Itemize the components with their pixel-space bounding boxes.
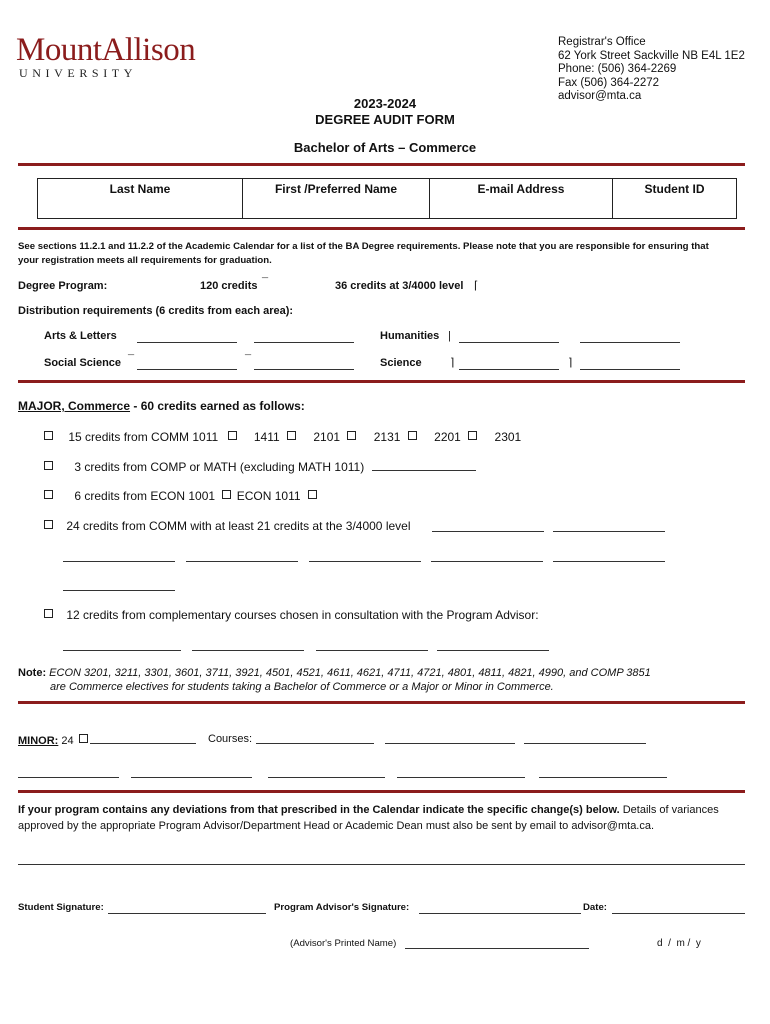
major-row-2 bbox=[44, 460, 476, 474]
divider bbox=[18, 227, 745, 230]
major-row-5 bbox=[44, 608, 539, 622]
checkbox[interactable] bbox=[468, 431, 477, 440]
upper-level-credits: 36 credits at 3/4000 level bbox=[335, 280, 464, 292]
social-checkbox[interactable]: ¯ bbox=[128, 354, 135, 366]
student-info-table bbox=[37, 178, 737, 219]
requirement-text: 6 credits from ECON 1001 bbox=[74, 489, 216, 503]
science-checkbox[interactable]: ⌉ bbox=[450, 357, 455, 369]
note-label: Note: bbox=[18, 667, 47, 679]
minor-course-line[interactable] bbox=[256, 743, 374, 744]
social-line-2[interactable] bbox=[254, 369, 354, 370]
checkbox[interactable] bbox=[408, 431, 417, 440]
area-label: Science bbox=[380, 357, 422, 369]
deviations-entry-line[interactable] bbox=[18, 864, 745, 865]
email-field[interactable] bbox=[429, 179, 612, 218]
registrar-address bbox=[558, 36, 745, 104]
course-code: 2131 bbox=[373, 430, 401, 444]
course-code: 2201 bbox=[434, 430, 461, 444]
address-line: advisor@mta.ca bbox=[558, 90, 642, 102]
course-entry-line[interactable] bbox=[372, 460, 476, 471]
academic-year: 2023-2024 bbox=[353, 96, 417, 111]
note-text: ECON 3201, 3211, 3301, 3601, 3711, 3921, 4501, 4521, 4611, 4621, 4711, 4721, 4801, 4811, 4821, 4990, and COMP 3851 bbox=[46, 667, 651, 679]
course-entry-line[interactable] bbox=[553, 561, 665, 562]
requirement-text: 24 credits from COMM with at least 21 credits at the 3/4000 level bbox=[66, 519, 411, 533]
requirement-text: 12 credits from complementary courses chosen in consultation with the Program Advisor: bbox=[66, 608, 539, 622]
science-line-2[interactable] bbox=[580, 369, 680, 370]
major-heading bbox=[18, 399, 305, 413]
student-signature-label: Student Signature: bbox=[18, 902, 104, 913]
deviations-line-1 bbox=[18, 804, 719, 816]
address-line: 62 York Street Sackville NB E4L 1E2 bbox=[558, 49, 745, 62]
deviations-text: Details of variances bbox=[619, 804, 719, 816]
note-line-1 bbox=[18, 667, 651, 679]
course-entry-line[interactable] bbox=[316, 650, 428, 651]
course-entry-line[interactable] bbox=[309, 561, 421, 562]
checkbox[interactable] bbox=[308, 490, 317, 499]
university-logo: MountAllison bbox=[16, 32, 196, 68]
address-line: Registrar's Office bbox=[558, 36, 646, 48]
minor-label: MINOR: bbox=[18, 735, 59, 747]
checkbox[interactable] bbox=[222, 490, 231, 499]
distribution-label: Distribution requirements (6 credits from each area): bbox=[18, 305, 294, 317]
science-line-1[interactable] bbox=[459, 369, 559, 370]
course-code: ECON 1011 bbox=[236, 489, 301, 503]
divider bbox=[18, 380, 745, 383]
social-line-1[interactable] bbox=[137, 369, 237, 370]
major-row-3 bbox=[44, 489, 319, 503]
last-name-field[interactable] bbox=[38, 179, 242, 218]
major-row-1 bbox=[44, 430, 521, 444]
course-entry-line[interactable] bbox=[437, 650, 549, 651]
advisor-signature-line[interactable] bbox=[419, 913, 581, 914]
university-logo-subtitle: UNIVERSITY bbox=[19, 66, 137, 80]
date-label: Date: bbox=[583, 902, 607, 913]
humanities-line-1[interactable] bbox=[459, 342, 559, 343]
humanities-line-2[interactable] bbox=[580, 342, 680, 343]
address-line: Fax (506) 364-2272 bbox=[558, 76, 660, 89]
student-id-field[interactable] bbox=[612, 179, 736, 218]
minor-row bbox=[18, 733, 196, 747]
divider bbox=[18, 701, 745, 704]
checkbox[interactable] bbox=[44, 490, 53, 499]
arts-line-1[interactable] bbox=[137, 342, 237, 343]
course-entry-line[interactable] bbox=[63, 590, 175, 591]
checkbox[interactable] bbox=[228, 431, 237, 440]
level-checkbox[interactable]: ⌈ bbox=[474, 280, 479, 292]
course-code: 2101 bbox=[313, 430, 341, 444]
divider bbox=[18, 790, 745, 793]
date-label-text: Date bbox=[583, 902, 604, 913]
printed-name-line[interactable] bbox=[405, 948, 589, 949]
course-entry-line[interactable] bbox=[192, 650, 304, 651]
area-label: Social Science bbox=[44, 357, 122, 369]
courses-label: Courses: bbox=[208, 733, 253, 745]
checkbox[interactable] bbox=[347, 431, 356, 440]
checkbox[interactable] bbox=[44, 461, 53, 470]
credits-checkbox[interactable]: ¯ bbox=[262, 277, 269, 289]
minor-credits: 24 bbox=[58, 735, 74, 747]
column-header: Last Name bbox=[109, 182, 171, 196]
minor-course-line[interactable] bbox=[268, 777, 385, 778]
total-credits: 120 credits bbox=[200, 280, 258, 292]
minor-course-line[interactable] bbox=[131, 777, 252, 778]
course-code: 1411 bbox=[253, 430, 280, 444]
address-line: Phone: (506) 364-2269 bbox=[558, 63, 677, 75]
intro-text: your registration meets all requirements for graduation. bbox=[18, 255, 272, 266]
minor-course-line[interactable] bbox=[524, 743, 646, 744]
deviations-line-2: approved by the appropriate Program Advisor/Department Head or Academic Dean must also be sent by email to advisor@mta.ca. bbox=[18, 820, 655, 832]
social-checkbox[interactable]: ¯ bbox=[245, 354, 252, 366]
minor-course-line[interactable] bbox=[18, 777, 119, 778]
major-requirement: - 60 credits earned as follows: bbox=[130, 399, 305, 413]
column-header: Student ID bbox=[644, 182, 705, 196]
column-header: E-mail Address bbox=[477, 182, 565, 196]
deviations-bold: If your program contains any deviations from that prescribed in the Calendar indicate the specific change(s) below. bbox=[18, 804, 620, 816]
intro-text: See sections 11.2.1 and 11.2.2 of the Academic Calendar for a list of the BA Degree requirements. Please note that you are responsible for ensuring that bbox=[18, 241, 709, 252]
science-checkbox[interactable]: ⌉ bbox=[568, 357, 573, 369]
course-entry-line[interactable] bbox=[432, 531, 544, 532]
checkbox[interactable] bbox=[287, 431, 296, 440]
checkbox[interactable] bbox=[44, 609, 53, 618]
program-title: Bachelor of Arts – Commerce bbox=[293, 140, 477, 155]
course-entry-line[interactable] bbox=[431, 561, 543, 562]
checkbox[interactable] bbox=[79, 734, 88, 743]
area-label: Humanities bbox=[380, 330, 440, 342]
course-code: 2301 bbox=[494, 430, 522, 444]
minor-entry-line[interactable] bbox=[90, 733, 196, 744]
student-signature-line[interactable] bbox=[108, 913, 266, 914]
course-entry-line[interactable] bbox=[63, 561, 175, 562]
checkbox[interactable] bbox=[44, 520, 53, 529]
major-name: MAJOR, Commerce bbox=[18, 399, 131, 413]
date-line[interactable] bbox=[612, 913, 745, 914]
checkbox[interactable] bbox=[44, 431, 53, 440]
degree-program-label: Degree Program: bbox=[18, 280, 108, 292]
column-header: First /Preferred Name bbox=[274, 182, 398, 196]
date-format: d / m / y bbox=[657, 938, 701, 949]
requirement-text: 15 credits from COMM 1011 bbox=[68, 430, 219, 444]
course-entry-line[interactable] bbox=[553, 531, 665, 532]
arts-line-2[interactable] bbox=[254, 342, 354, 343]
minor-course-line[interactable] bbox=[397, 777, 525, 778]
requirement-text: 3 credits from COMP or MATH (excluding MATH 1011) bbox=[74, 460, 365, 474]
advisor-signature-label: Program Advisor's Signature: bbox=[274, 902, 410, 913]
minor-course-line[interactable] bbox=[539, 777, 667, 778]
note-line-2: are Commerce electives for students taking a Bachelor of Commerce or a Major or Minor in Commerce. bbox=[50, 681, 554, 693]
form-title: DEGREE AUDIT FORM bbox=[315, 112, 455, 127]
divider bbox=[18, 163, 745, 166]
printed-name-label: (Advisor's Printed Name) bbox=[290, 938, 397, 949]
humanities-checkbox[interactable]: ‎| bbox=[448, 330, 451, 342]
major-row-4 bbox=[44, 519, 411, 533]
area-label: Arts & Letters bbox=[44, 330, 117, 342]
course-entry-line[interactable] bbox=[63, 650, 181, 651]
course-entry-line[interactable] bbox=[186, 561, 298, 562]
first-name-field[interactable] bbox=[242, 179, 429, 218]
minor-course-line[interactable] bbox=[385, 743, 515, 744]
